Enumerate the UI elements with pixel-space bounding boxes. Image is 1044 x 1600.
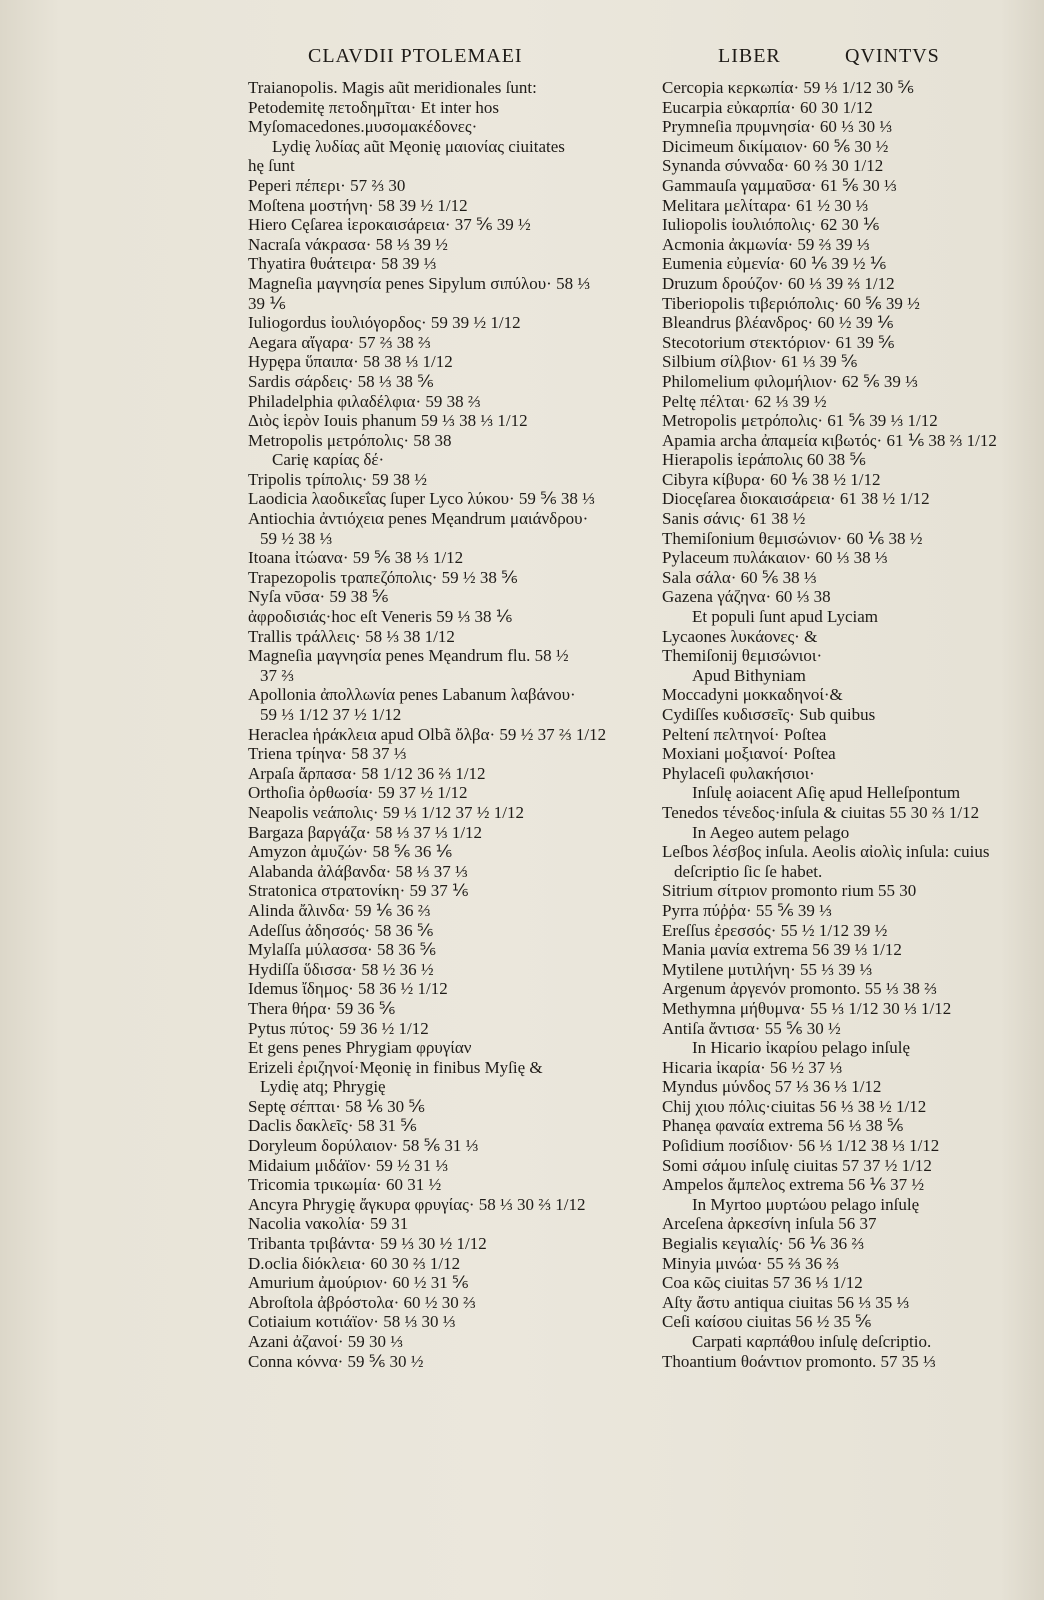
text-line: Myndus μύνδος 57 ⅓ 36 ⅓ 1/12: [662, 1077, 882, 1097]
text-line: Cydiſſes κυδισσεῖς· Sub quibus: [662, 705, 876, 724]
text-line: Philomelium φιλομήλιον· 62 ⅚ 39 ⅓: [662, 371, 918, 391]
text-line: ἀφροδισιάς·hoc eſt Veneris 59 ⅓ 38 ⅙: [248, 607, 513, 627]
text-line: Ampelos ἄμπελος extrema 56 ⅙ 37 ½: [662, 1175, 925, 1195]
text-line: Tenedos τένεδος·inſula & ciuitas 55 30 ⅔ 1/12: [662, 802, 980, 822]
text-line: Melitara μελίταρα· 61 ½ 30 ⅓: [662, 195, 869, 215]
text-line: Trapezopolis τραπεζόπολις· 59 ½ 38 ⅚: [248, 567, 518, 587]
text-line: Dicimeum δικίμαιον· 60 ⅚ 30 ½: [662, 136, 889, 156]
text-line: Abroſtola ἀβρόστολα· 60 ½ 30 ⅔: [248, 1292, 476, 1312]
text-line: Phylaceſi φυλακήσιοι·: [662, 763, 815, 783]
text-line: deſcriptio ſic ſe habet.: [674, 861, 823, 881]
text-line: Eumenia εὐμενία· 60 ⅙ 39 ½ ⅙: [662, 254, 887, 274]
text-line: Pyrra πύῤῥα· 55 ⅚ 39 ⅓: [662, 900, 832, 920]
text-line: Stecotorium στεκτόριον· 61 39 ⅚: [662, 332, 895, 352]
text-line: Argenum ἀργενόν promonto. 55 ⅓ 38 ⅔: [662, 979, 937, 999]
text-line: Sanis σάνις· 61 38 ½: [662, 509, 806, 529]
right-column: [662, 78, 1032, 1371]
text-line: Coa κῶς ciuitas 57 36 ⅓ 1/12: [662, 1273, 863, 1293]
text-line: Moccadyni μοκκαδηνοί·&: [662, 685, 843, 705]
text-line: Inſulę aoiacent Aſię apud Helleſpontum: [692, 783, 961, 803]
text-line: Hierapolis ἱεράπολις 60 38 ⅚: [662, 450, 866, 470]
text-line: Apud Bithyniam: [692, 665, 806, 685]
text-line: Aegara αἴγαρα· 57 ⅔ 38 ⅔: [248, 332, 431, 352]
text-line: Διὸς ἱερὸν Iouis phanum 59 ⅓ 38 ⅓ 1/12: [248, 411, 528, 431]
text-line: Stratonica στρατονίκη· 59 37 ⅙: [248, 881, 469, 901]
text-line: Leſbos λέσβος inſula. Aeolis αἰολὶς inſula: cuius: [662, 842, 990, 862]
text-line: Tricomia τρικωμία· 60 31 ½: [248, 1175, 442, 1195]
text-line: Diocęſarea διοκαισάρεια· 61 38 ½ 1/12: [662, 489, 930, 509]
text-line: Myſomacedones.μυσομακέδονες·: [248, 117, 478, 137]
text-line: Et populi ſunt apud Lyciam: [692, 607, 879, 627]
text-line: Arceſena ἀρκεσίνη inſula 56 37: [662, 1214, 877, 1234]
text-line: Carpati καρπάθου inſulę deſcriptio.: [692, 1332, 932, 1351]
text-line: Somi σάμου inſulę ciuitas 57 37 ½ 1/12: [662, 1155, 932, 1175]
text-line: Poſidium ποσίδιον· 56 ⅓ 1/12 38 ⅓ 1/12: [662, 1136, 940, 1156]
text-line: Heraclea ἡράκλεια apud Olbã ὄλβα· 59 ½ 37 ⅔ 1/12: [248, 724, 607, 744]
text-line: Magneſia μαγνησία penes Męandrum flu. 58 ½: [248, 646, 569, 666]
text-line: Carię καρίας δέ·: [272, 450, 385, 470]
text-line: Antiochia ἀντιόχεια penes Męandrum μαιάνδρου·: [248, 509, 589, 529]
text-line: Laodicia λαοδικεΐας ſuper Lyco λύκου· 59 ⅚ 38 ⅓: [248, 489, 595, 509]
text-line: Thyatira θυάτειρα· 58 39 ⅓: [248, 254, 437, 274]
running-head-liber: LIBER: [718, 45, 781, 67]
text-line: In Hicario ἰκαρίου pelago inſulę: [692, 1038, 911, 1058]
text-line: Cercopia κερκωπία· 59 ⅓ 1/12 30 ⅚: [662, 78, 914, 97]
text-line: Synanda σύνναδα· 60 ⅔ 30 1/12: [662, 156, 884, 176]
text-line: Amyzon ἀμυζών· 58 ⅚ 36 ⅙: [248, 842, 453, 862]
text-line: Sala σάλα· 60 ⅚ 38 ⅓: [662, 567, 817, 587]
text-line: Antiſa ἄντισα· 55 ⅚ 30 ½: [662, 1018, 841, 1038]
text-line: Doryleum δορύλαιον· 58 ⅚ 31 ⅓: [248, 1136, 479, 1156]
text-line: Daclis δακλεῖς· 58 31 ⅚: [248, 1116, 417, 1136]
text-line: Bargaza βαργάζα· 58 ⅓ 37 ⅓ 1/12: [248, 822, 483, 842]
text-line: Philadelphia φιλαδέλφια· 59 38 ⅔: [248, 391, 481, 411]
text-line: Hypępa ὕπαιπα· 58 38 ⅓ 1/12: [248, 352, 453, 372]
text-line: Trallis τράλλεις· 58 ⅓ 38 1/12: [248, 626, 455, 646]
text-line: Septę σέπται· 58 ⅙ 30 ⅚: [248, 1096, 425, 1116]
text-line: Themiſonij θεμισώνιοι·: [662, 646, 823, 666]
text-line: Tiberiopolis τιβεριόπολις· 60 ⅚ 39 ½: [662, 293, 920, 313]
text-line: Ereſſus ἐρεσσός· 55 ½ 1/12 39 ½: [662, 920, 888, 940]
text-line: Hiero Cęſarea ἱεροκαισάρεια· 37 ⅚ 39 ½: [248, 215, 531, 235]
text-line: Idemus ἴδημος· 58 36 ½ 1/12: [248, 979, 448, 999]
text-line: Tribanta τριβάντα· 59 ⅓ 30 ½ 1/12: [248, 1234, 487, 1254]
text-line: Traianopolis. Magis aũt meridionales ſunt:: [248, 78, 537, 97]
text-line: Petodemitę πετοδημῖται· Et inter hos: [248, 97, 499, 117]
text-line: 59 ½ 38 ⅓: [260, 528, 333, 548]
text-line: Lydię λυδίας aũt Męonię μαιονίας ciuitates: [272, 136, 565, 156]
text-line: Apollonia ἀπολλωνία penes Labanum λαβάνου·: [248, 685, 576, 705]
text-line: Minyia μινώα· 55 ⅔ 36 ⅔: [662, 1253, 839, 1273]
text-line: 59 ⅓ 1/12 37 ½ 1/12: [260, 705, 402, 724]
text-line: Ceſi καίσου ciuitas 56 ½ 35 ⅚: [662, 1312, 872, 1332]
text-line: Orthoſia ὀρθωσία· 59 37 ½ 1/12: [248, 783, 468, 803]
text-line: Pytus πύτος· 59 36 ½ 1/12: [248, 1018, 429, 1038]
text-line: Lycaones λυκάονες· &: [662, 626, 818, 646]
text-line: Conna κόννα· 59 ⅚ 30 ½: [248, 1351, 424, 1371]
running-head-left: CLAVDII PTOLEMAEI: [308, 45, 523, 67]
text-line: Moxiani μοξιανοί· Poſtea: [662, 744, 836, 764]
text-line: Acmonia ἀκμωνία· 59 ⅔ 39 ⅓: [662, 234, 870, 254]
text-line: Et gens penes Phrygiam φρυγίαν: [248, 1038, 472, 1058]
text-line: Triena τρίηνα· 58 37 ⅓: [248, 744, 407, 764]
text-line: Eucarpia εὐκαρπία· 60 30 1/12: [662, 97, 873, 117]
text-line: Alinda ἄλινδα· 59 ⅙ 36 ⅔: [248, 900, 431, 920]
running-head-quintus: QVINTVS: [845, 45, 940, 67]
text-line: Thoantium θοάντιον promonto. 57 35 ⅓: [662, 1351, 936, 1371]
text-line: Adeſſus ἀδησσός· 58 36 ⅚: [248, 920, 434, 940]
text-line: Nacolia νακολία· 59 31: [248, 1214, 409, 1234]
text-line: hę ſunt: [248, 156, 295, 176]
text-line: Mania μανία extrema 56 39 ⅓ 1/12: [662, 940, 902, 960]
text-line: Metropolis μετρόπολις· 61 ⅚ 39 ⅓ 1/12: [662, 411, 938, 431]
text-line: Thera θήρα· 59 36 ⅚: [248, 998, 396, 1018]
text-line: Chij χιου πόλις·ciuitas 56 ⅓ 38 ½ 1/12: [662, 1096, 927, 1116]
text-line: Pylaceum πυλάκαιον· 60 ⅓ 38 ⅓: [662, 548, 888, 568]
text-line: Hydiſſa ὕδισσα· 58 ½ 36 ½: [248, 959, 434, 979]
text-line: Begialis κεγιαλίς· 56 ⅙ 36 ⅔: [662, 1234, 865, 1254]
text-line: Hicaria ἰκαρία· 56 ½ 37 ⅓: [662, 1057, 843, 1077]
text-line: Gammauſa γαμμαῦσα· 61 ⅚ 30 ⅓: [662, 175, 897, 195]
text-line: Bleandrus βλέανδρος· 60 ½ 39 ⅙: [662, 313, 894, 333]
text-line: Arpaſa ἄρπασα· 58 1/12 36 ⅔ 1/12: [248, 763, 486, 783]
text-line: Moſtena μοστήνη· 58 39 ½ 1/12: [248, 195, 468, 215]
text-line: 37 ⅔: [260, 665, 294, 685]
text-line: Peperi πέπερι· 57 ⅔ 30: [248, 175, 406, 195]
text-line: Gazena γάζηνα· 60 ⅓ 38: [662, 587, 831, 607]
text-line: Amurium ἀμούριον· 60 ½ 31 ⅚: [248, 1273, 469, 1293]
text-line: Azani ἀζανοί· 59 30 ⅓: [248, 1332, 404, 1351]
text-line: Nacraſa νάκρασα· 58 ⅓ 39 ½: [248, 234, 448, 254]
text-line: Aſty ἄστυ antiqua ciuitas 56 ⅓ 35 ⅓: [662, 1292, 910, 1312]
text-line: Peltę πέλται· 62 ⅓ 39 ½: [662, 391, 827, 411]
text-line: Apamia archa ἀπαμεία κιβωτός· 61 ⅙ 38 ⅔ 1/12: [662, 430, 997, 450]
text-line: Sitrium σίτριον promonto rium 55 30: [662, 881, 917, 901]
text-line: Themiſonium θεμισώνιον· 60 ⅙ 38 ½: [662, 528, 923, 548]
text-line: In Aegeo autem pelago: [692, 822, 850, 842]
text-line: Druzum δρούζον· 60 ⅓ 39 ⅔ 1/12: [662, 273, 895, 293]
text-line: Itoana ἰτώανα· 59 ⅚ 38 ⅓ 1/12: [248, 548, 464, 568]
text-line: Tripolis τρίπολις· 59 38 ½: [248, 469, 427, 489]
text-line: Alabanda ἀλάβανδα· 58 ⅓ 37 ⅓: [248, 861, 468, 881]
text-line: Prymneſia πρυμνησία· 60 ⅓ 30 ⅓: [662, 117, 893, 137]
text-line: Magneſia μαγνησία penes Sipylum σιπύλου· 58 ⅓: [248, 273, 591, 293]
text-line: Cibyra κίβυρα· 60 ⅙ 38 ½ 1/12: [662, 469, 881, 489]
text-line: In Myrtoo μυρτώου pelago inſulę: [692, 1194, 920, 1214]
text-line: Nyſa νῦσα· 59 38 ⅚: [248, 587, 389, 607]
text-line: Iuliogordus ἰουλιόγορδος· 59 39 ½ 1/12: [248, 313, 521, 333]
text-line: Metropolis μετρόπολις· 58 38: [248, 430, 452, 450]
text-line: Iuliopolis ἰουλιόπολις· 62 30 ⅙: [662, 215, 880, 235]
text-line: Lydię atq; Phrygię: [260, 1077, 386, 1097]
text-line: Methymna μήθυμνα· 55 ⅓ 1/12 30 ⅓ 1/12: [662, 998, 952, 1018]
text-line: Mytilene μυτιλήνη· 55 ⅓ 39 ⅓: [662, 959, 873, 979]
text-line: Erizeli ἐριζηνοί·Męonię in finibus Myſię &: [248, 1057, 543, 1077]
text-line: Mylaſſa μύλασσα· 58 36 ⅚: [248, 940, 436, 960]
text-line: Silbium σίλβιον· 61 ⅓ 39 ⅚: [662, 352, 858, 372]
text-line: Cotiaium κοτιάϊον· 58 ⅓ 30 ⅓: [248, 1312, 456, 1332]
text-line: Neapolis νεάπολις· 59 ⅓ 1/12 37 ½ 1/12: [248, 802, 524, 822]
text-line: Phanęa φαναία extrema 56 ⅓ 38 ⅚: [662, 1116, 904, 1136]
left-column: [248, 78, 608, 1371]
text-line: Midaium μιδάϊον· 59 ½ 31 ⅓: [248, 1155, 449, 1175]
text-line: 39 ⅙: [248, 293, 286, 313]
text-line: D.oclia δiόκλεια· 60 30 ⅔ 1/12: [248, 1253, 461, 1273]
text-line: Sardis σάρδεις· 58 ⅓ 38 ⅚: [248, 371, 434, 391]
text-line: Peltení πελτηνοί· Poſtea: [662, 724, 827, 744]
text-line: Ancyra Phrygię ἄγκυρα φρυγίας· 58 ⅓ 30 ⅔ 1/12: [248, 1194, 586, 1214]
